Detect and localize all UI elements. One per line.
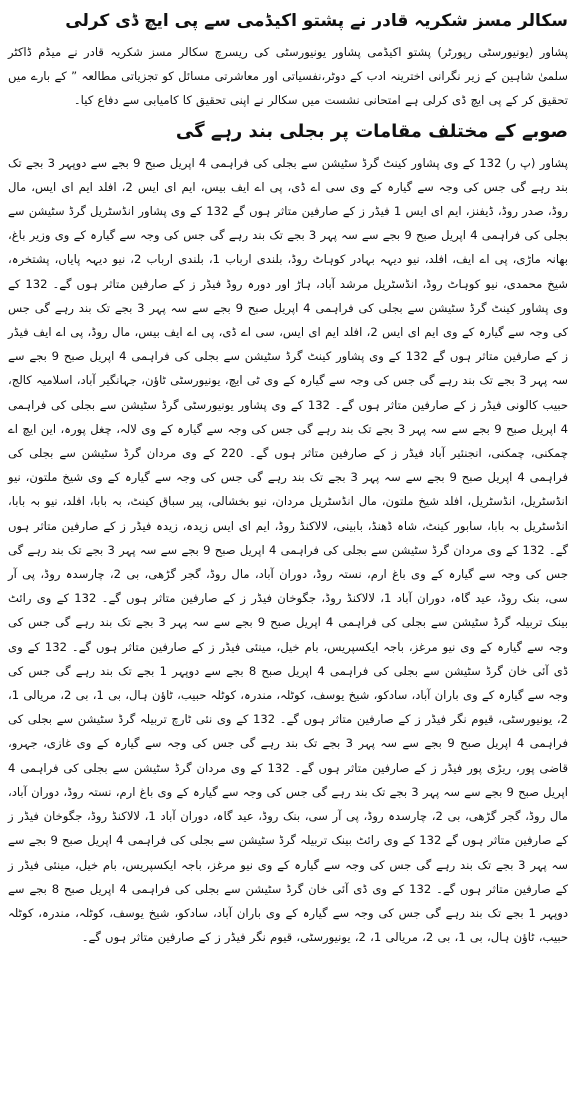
article-body: پشاور (یونیورسٹی رپورٹر) پشتو اکیڈمی پشاور یونیورسٹی کی ریسرچ سکالر مسز شکریہ قادر نے میڈم ڈاکٹر سلمیٰ شاہین کے زیر نگرانی اخترینہ ادب کے دوٹر،نفسیاتی اور معاشرتی مسائل کو تجزیاتی مطالعہ ” کے بارے میں تحقیق کر کے پی ایچ ڈی کرلی ہے امتحانی نشست میں سکالر نے اپنی تحقیق کا کامیابی سے دفاع کیا۔	[8, 45, 568, 108]
article-body: پشاور (پ ر) 132 کے وی پشاور کینٹ گرڈ سٹیشن سے بجلی کی فراہمی 4 اپریل صبح 9 بجے سے دوپہر 3 بجے تک بند رہے گی جس کی وجہ سے گیارہ کے وی سی اے ڈی، پی اے ایف بیس، ایم ای ایس 2، افلد ایم ای ایس، مال روڈ، صدر روڈ، ڈیفنز، ایم ای ایس 1 فیڈر ز کے صارفین متاثر ہوں گے 132 کے وی پشاور انڈسٹریل گرڈ سٹیشن سے بجلی کی فراہمی 4 اپریل صبح 9 بجے سے سہ پہر 3 بجے تک بند رہے گی جس کی وجہ سے گیارہ کے وی وزیر باغ، بھانہ ماڑی، پی اے ایف، افلد، نیو دیہہ بہادر کوہاٹ روڈ، بلندی ارباب 1، بلندی ارباب 2، نیو دیہہ پایاں، پشتخرہ، شیخ محمدی، نیو کوہاٹ روڈ، انڈسٹریل مرشد آباد، ہاڑ اور دورہ روڈ فیڈر ز کے صارفین متاثر ہوں گے۔ 132 کے وی پشاور کینٹ گرڈ سٹیشن سے بجلی کی فراہمی 4 اپریل صبح 9 بجے سے سہ پہر 3 بجے تک بند رہے گی جس کی وجہ سے گیارہ کے وی ایم ای ایس 2، افلد ایم ای ایس، سی اے ڈی، پی اے ایف بیس، مال روڈ، پی اے ایف فیڈر ز کے صارفین متاثر ہوں گے 132 کے وی پشاور کینٹ گرڈ سٹیشن سے بجلی کی فراہمی 4 اپریل صبح 9 بجے سے سہ پہر 3 بجے تک بند رہے گی جس کی وجہ سے گیارہ کے وی ٹی ایچ، یونیورسٹی ٹاؤن، جہانگیر آباد، اسلامیہ کالج، حبیب کالونی فیڈر ز کے صارفین متاثر ہوں گے۔ 132 کے وی پشاور یونیورسٹی گرڈ سٹیشن سے بجلی کی فراہمی 4 اپریل صبح 9 بجے سے سہ پہر 3 بجے تک بند رہے گی جس کی وجہ سے گیارہ کے وی لالہ، چغل پورہ، این ایچ اے چمکنی، چمکنی، انجنئیر آباد فیڈر ز کے صارفین متاثر ہوں گے۔ 220 کے وی مردان گرڈ سٹیشن سے بجلی کی فراہمی 4 اپریل صبح 9 بجے سے سہ پہر 3 بجے تک بند رہے گی جس کی وجہ سے گیارہ کے وی شیخ ملتون، نیو انڈسٹریل، انڈسٹریل، افلد شیخ ملتون، مال انڈسٹریل مردان، نیو بخشالی، پیر سباق کینٹ، بہ بابا، افلد، نیو بہ بابا، انڈسٹریل بہ بابا، سابور کینٹ، شاہ ڈھنڈ، بابینی، لالاکنڈ روڈ، ایم ای ایس زیدہ، زیدہ فیڈر ز کے صارفین متاثر ہوں گے۔ 132 کے وی مردان گرڈ سٹیشن سے بجلی کی فراہمی 4 اپریل صبح 9 بجے سے سہ پہر 3 بجے تک بند رہے گی جس کی وجہ سے گیارہ کے وی باغ ارم، نستہ روڈ، دوران آباد، مال روڈ، گجر گڑھی، بی 2، چارسدہ روڈ، پی آر سی، بنک روڈ، عید گاہ، دوران آباد 1، لالاکنڈ روڈ، جگوخان فیڈر ز کے صارفین متاثر ہوں گے۔ 132 کے وی رائٹ بینک تربیلہ گرڈ سٹیشن سے بجلی کی فراہمی 4 اپریل صبح 9 بجے سے سہ پہر 3 بجے تک بند رہے گی جس کی وجہ سے گیارہ کے وی نیو مرغز، باجہ ایکسپریس، بام خیل، مینئی فیڈر ز کے صارفین متاثر ہوں گے۔ 132 کے وی ڈی آئی خان گرڈ سٹیشن سے بجلی کی فراہمی 4 اپریل صبح 8 بجے سے دوپہر 1 بجے تک بند رہے گی جس کی وجہ سے گیارہ کے وی باران آباد، سادکو، شیخ یوسف، کوٹلہ، مندرہ، کوٹلہ حبیب، ٹاؤن ہال، بی 1، بی 2، مریالی 1، 2، یونیورسٹی، قیوم نگر فیڈر ز کے صارفین متاثر ہوں گے۔ 132 کے وی نئی ٹارچ تربیلہ گرڈ سٹیشن سے بجلی کی فراہمی 4 اپریل صبح 9 بجے سے سہ پہر 3 بجے تک بند رہے گی جس کی وجہ سے گیارہ کے وی غازی، جہرو، قاضی پور، ریڑی پور فیڈر ز کے صارفین متاثر ہوں گے۔ 132 کے وی مردان گرڈ سٹیشن سے بجلی کی فراہمی 4 اپریل صبح 9 بجے سے سہ پہر 3 بجے تک بند رہے گی جس کی وجہ سے گیارہ کے وی باغ ارم، نستہ روڈ، دوران آباد، مال روڈ، گجر گڑھی، بی 2، چارسدہ روڈ، پی آر سی، بنک روڈ، عید گاہ، دوران آباد 1، لالاکنڈ روڈ، جگوخان فیڈر ز کے صارفین متاثر ہوں گے 132 کے وی رائٹ بینک تربیلہ گرڈ سٹیشن سے بجلی کی فراہمی 4 اپریل صبح 9 بجے سے سہ پہر 3 بجے تک بند رہے گی جس کی وجہ سے گیارہ کے وی نیو مرغز، باجہ ایکسپریس، بام خیل، مینئی فیڈر ز کے صارفین متاثر ہوں گے۔ 132 کے وی ڈی آئی خان گرڈ سٹیشن سے بجلی کی فراہمی 4 اپریل صبح 8 بجے سے دوپہر 1 بجے تک بند رہے گی جس کی وجہ سے گیارہ کے وی باران آباد، سادکو، شیخ یوسف، کوٹلہ، مندرہ، کوٹلہ حبیب، ٹاؤن ہال، بی 1، بی 2، مریالی 1، 2، یونیورسٹی، قیوم نگر فیڈر ز کے صارفین متاثر ہوں گے۔	[8, 155, 569, 945]
article-headline: سکالر مسز شکریہ قادر نے پشتو اکیڈمی سے پی ایچ ڈی کرلی	[65, 11, 568, 31]
article-headline: صوبے کے مختلف مقامات پر بجلی بند رہے گی	[175, 120, 568, 142]
article-phd-news	[8, 4, 568, 113]
article-power-outage	[8, 115, 568, 950]
